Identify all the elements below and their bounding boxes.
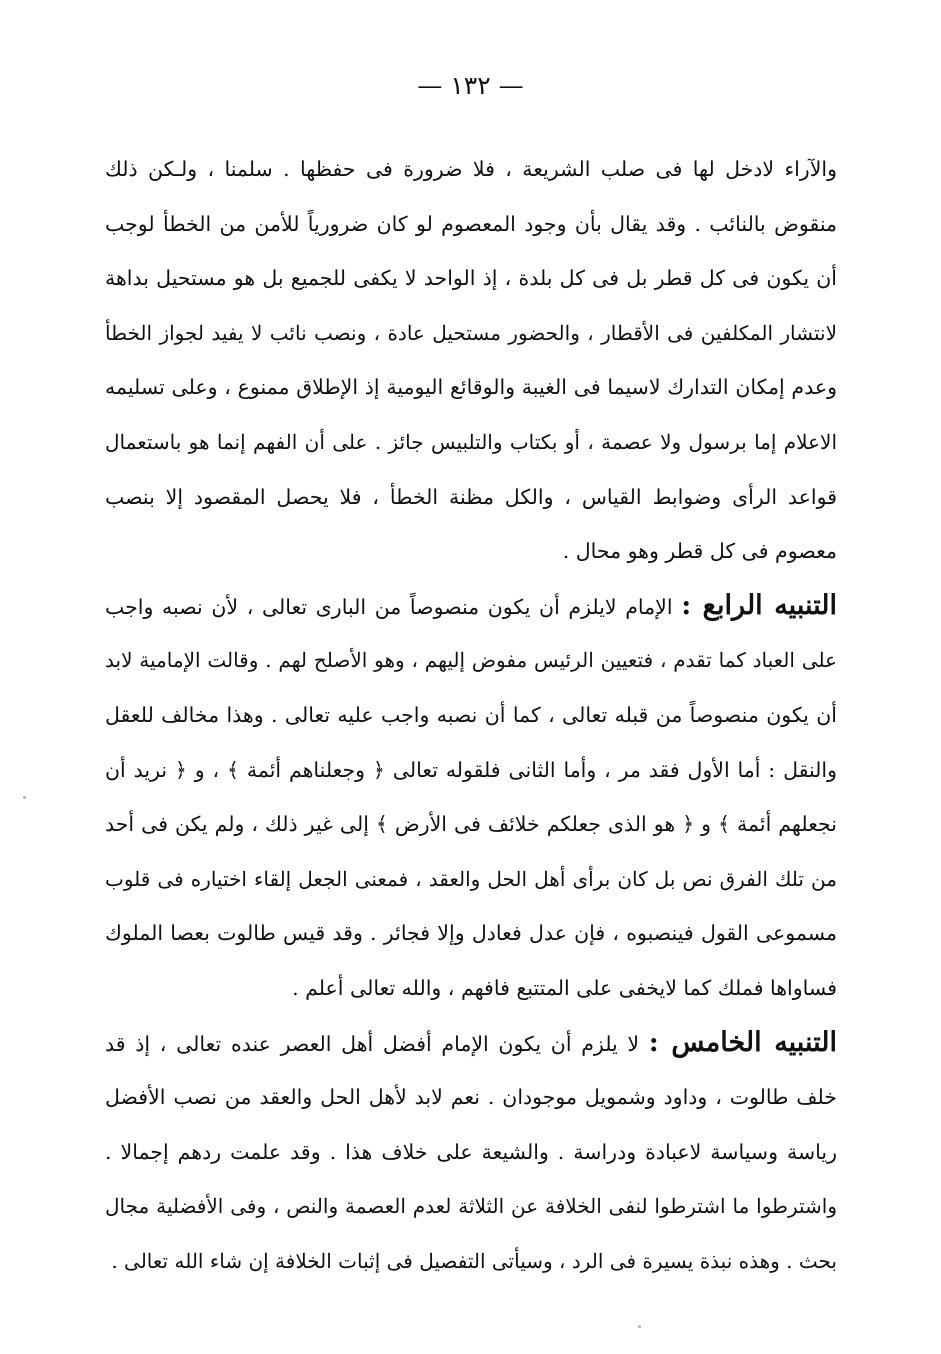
line-text: من تلك الفرق نص بل كان برأى أهل الحل والعقد ، فمعنى الجعل إلقاء اختياره فى قلوب bbox=[105, 866, 837, 891]
line-text: والآراء لادخل لها فى صلب الشريعة ، فلا ضرورة فى حفظها . سلمنا ، ولـكن ذلك bbox=[105, 157, 837, 181]
line-text: الاعلام إما برسول ولا عصمة ، أو بكتاب والتلبيس جائز . على أن الفهم إنما هو باستعمال bbox=[105, 429, 837, 454]
text-line bbox=[105, 1070, 837, 1125]
line-text: بحث . وهذه نبذة يسيرة فى الرد ، وسيأتى التفصيل فى إثبات الخلافة إن شاء الله تعالى . bbox=[111, 1248, 837, 1273]
text-line bbox=[105, 197, 837, 252]
text-line bbox=[105, 1234, 837, 1289]
section-heading-line bbox=[105, 579, 837, 634]
text-line bbox=[105, 743, 837, 798]
line-text: معصوم فى كل قطر وهو محال . bbox=[562, 539, 837, 564]
line-text: الإمام لايلزم أن يكون منصوصاً من البارى تعالى ، لأن نصبه واجب bbox=[105, 594, 673, 619]
line-text: منقوض بالنائب . وقد يقال بأن وجود المعصوم لو كان ضرورياً للأمن من الخطأ لوجب bbox=[105, 211, 837, 236]
line-text: وعدم إمكان التدارك لاسيما فى الغيبة والوقائع اليومية إذ الإطلاق ممنوع ، وعلى تسليمه bbox=[105, 375, 837, 400]
line-text: لا يلزم أن يكون الإمام أفضل أهل العصر عنده تعالى ، إذ قد bbox=[105, 1031, 640, 1056]
text-line bbox=[105, 852, 837, 907]
section-heading-line bbox=[105, 1016, 837, 1071]
line-text: فساواها فملك كما لايخفى على المتتبع فافهم ، والله تعالى أعلم . bbox=[292, 975, 837, 1000]
text-line bbox=[105, 1179, 837, 1234]
text-line bbox=[105, 360, 837, 415]
line-text: على العباد كما تقدم ، فتعيين الرئيس مفوض إليهم ، وهو الأصلح لهم . وقالت الإمامية لابد bbox=[105, 648, 837, 673]
text-line bbox=[105, 906, 837, 961]
line-text: خلف طالوت ، وداود وشمويل موجودان . نعم لابد لأهل الحل والعقد من نصب الأفضل bbox=[105, 1085, 837, 1110]
text-line bbox=[105, 470, 837, 525]
body-text bbox=[105, 142, 837, 1288]
scan-speck bbox=[638, 1325, 641, 1328]
line-text: نجعلهم أئمة ﴾ و ﴿ هو الذى جعلكم خلائف فى الأرض ﴾ إلى غير ذلك ، ولم يكن فى أحد bbox=[105, 812, 837, 837]
line-text: والنقل : أما الأول فقد مر ، وأما الثانى فلقوله تعالى ﴿ وجعلناهم أئمة ﴾ ، و ﴿ نريد أن bbox=[105, 757, 837, 782]
text-line bbox=[105, 306, 837, 361]
line-text: لانتشار المكلفين فى الأقطار ، والحضور مستحيل عادة ، ونصب نائب لا يفيد لجواز الخطأ bbox=[105, 320, 837, 345]
scan-speck bbox=[23, 796, 26, 799]
text-line bbox=[105, 797, 837, 852]
text-line bbox=[105, 524, 837, 579]
text-line bbox=[105, 142, 837, 197]
text-line bbox=[105, 251, 837, 306]
section-heading: التنبيه الرابع : bbox=[681, 589, 837, 621]
line-text: أن يكون منصوصاً من قبله تعالى ، كما أن نصبه واجب عليه تعالى . وهذا مخالف للعقل bbox=[105, 702, 837, 727]
section-heading: التنبيه الخامس : bbox=[648, 1026, 837, 1058]
line-text: أن يكون فى كل قطر بل فى كل بلدة ، إذ الواحد لا يكفى للجميع بل هو مستحيل بداهة bbox=[105, 266, 837, 291]
text-line bbox=[105, 633, 837, 688]
text-line bbox=[105, 688, 837, 743]
text-line bbox=[105, 415, 837, 470]
line-text: واشترطوا ما اشترطوا لنفى الخلافة عن الثلاثة لعدم العصمة والنص ، وفى الأفضلية مجال bbox=[105, 1194, 837, 1219]
line-text: قواعد الرأى وضوابط القياس ، والكل مظنة الخطأ ، فلا يحصل المقصود إلا بنصب bbox=[105, 484, 837, 509]
page-number: — ١٣٢ — bbox=[417, 71, 524, 100]
text-line bbox=[105, 1125, 837, 1180]
line-text: مسموعى القول فينصبوه ، فإن عدل فعادل وإلا فجائر . وقد قيس طالوت بعصا الملوك bbox=[105, 921, 837, 946]
line-text: رياسة وسياسة لاعبادة ودراسة . والشيعة على خلاف هذا . وقد علمت ردهم إجمالا . bbox=[105, 1139, 837, 1164]
text-line bbox=[105, 961, 837, 1016]
